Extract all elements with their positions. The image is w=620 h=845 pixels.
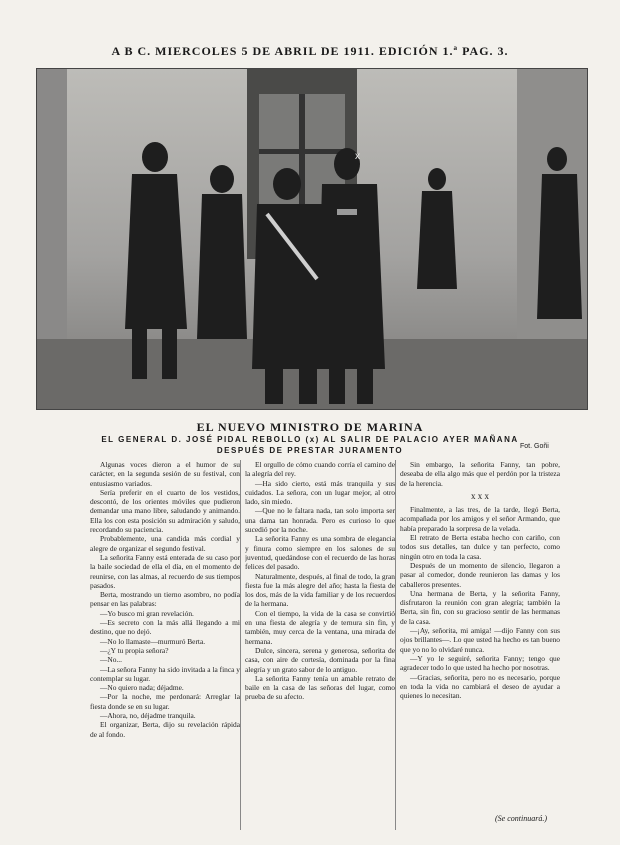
photo-group-of-men-icon: [37, 69, 587, 409]
paragraph: —Y yo le seguiré, señorita Fanny; tengo que agradecer todo lo que usted ha hecho por nosotras.: [400, 653, 560, 673]
paragraph: La señorita Fanny es una sombra de elegancia y finura como siempre en los salones de su juventud, quedándose con el recuerdo de las horas felices del pasado.: [245, 534, 395, 572]
paragraph: —¡Ay, señorita, mi amiga! —dijo Fanny con sus ojos brillantes—. Lo que usted ha hecho es tan bueno que yo no lo olvidaré nunca.: [400, 626, 560, 654]
continued-note: (Se continuará.): [495, 814, 547, 823]
paragraph: El retrato de Berta estaba hecho con cariño, con todos sus detalles, tan dulce y tan perfecto, como ningún otro en toda la casa.: [400, 533, 560, 561]
text-column-2: [245, 460, 395, 830]
section-break: x x x: [471, 490, 489, 501]
paragraph: Algunas voces dieron a el humor de su carácter, en la segunda sesión de su festival, con entusiasmo variados.: [90, 460, 240, 488]
page-header: A B C. MIERCOLES 5 DE ABRIL DE 1911. EDICIÓN 1.ª PAG. 3.: [111, 44, 509, 58]
paragraph: Finalmente, a las tres, de la tarde, llegó Berta, acompañada por los amigos y el señor Armando, que había preparado la sorpresa de la velada.: [400, 505, 560, 533]
text-column-1: [90, 460, 240, 830]
caption-title: EL NUEVO MINISTRO DE MARINA: [196, 420, 424, 434]
paragraph: Sin embargo, la señorita Fanny, tan pobre, deseaba de ella algo más que el perdón por la tristeza de la herencia.: [400, 460, 560, 488]
paragraph: —Por la noche, me perdonará: Arreglar la fiesta donde se en su lugar.: [90, 692, 240, 711]
paragraph: Sería preferir en el cuarto de los vestidos, descontó, de los orientes móviles que pudieron demandar una mano libre, saludando y animando. Ella los con esta posición su admiración y saludo, recordando su paciencia.: [90, 487, 240, 535]
paragraph: —¿Y tu propia señora?: [100, 645, 169, 655]
column-divider: [240, 460, 241, 830]
text-column-3: [400, 460, 560, 830]
paragraph: Naturalmente, después, al final de todo, la gran fiesta fue la más alegre del año; hasta la fiesta de los dos, más de la vida familiar y de los recuerdos de la hermana.: [245, 571, 395, 609]
paragraph: —No...: [100, 655, 122, 665]
caption-line-2: DESPUÉS DE PRESTAR JURAMENTO: [216, 446, 404, 455]
paragraph: Dulce, sincera, serena y generosa, señorita de casa, con aire de cortesía, dominada por la fina alegría y un grato sabor de lo antiguo.: [245, 645, 395, 674]
paragraph: —Es secreto con la más allá llegando a mi destino, que no dejó.: [90, 618, 240, 637]
caption-line-1: EL GENERAL D. JOSÉ PIDAL REBOLLO (x) AL SALIR DE PALACIO AYER MAÑANA: [101, 435, 519, 444]
photo-credit: Fot. Goñi: [520, 443, 549, 450]
paragraph: La señorita Fanny tenía un amable retrato de baile en la casa de las señoras del lugar, como prueba de su afecto.: [245, 673, 395, 702]
paragraph: —No quiero nada; déjadme.: [100, 683, 184, 693]
svg-text:x: x: [355, 151, 360, 162]
paragraph: Berta, mostrando un tierno asombro, no podía pensar en las palabras:: [90, 590, 240, 609]
paragraph: —Ha sido cierto, está más tranquila y sus cuidados. La señora, con un lugar mejor, al otro lado, sin miedo.: [245, 478, 395, 507]
paragraph: La señorita Fanny está enterada de su caso por la baile sociedad de ella el día, en el momento de reunirse, con las almas, al recuerdo de sus tiempos pasados.: [90, 552, 240, 590]
news-photo: [36, 68, 588, 410]
paragraph: —Gracias, señorita, pero no es necesario, porque en toda la vida no cambiará el deseo de ayudar a quienes lo necesitan.: [400, 672, 560, 701]
paragraph: —No lo llamaste—murmuró Berta.: [100, 636, 206, 646]
paragraph: Con el tiempo, la vida de la casa se convirtió en una fiesta de alegría y de ternura sin fin, y también, muy cerca de la ventana, una mirada de hermana.: [245, 608, 395, 646]
paragraph: —La señora Fanny ha sido invitada a la finca y contemplar su lugar.: [90, 664, 240, 683]
paragraph: —Yo busco mi gran revelación.: [100, 608, 194, 618]
paragraph: Probablemente, una candida más cordial y alegre de organizar el segundo festival.: [90, 534, 240, 553]
paragraph: —Que no le faltara nada, tan solo importa ser una dama tan honrada. Pero es curioso lo que sucedió por la noche.: [245, 506, 395, 535]
column-divider: [395, 460, 396, 830]
paragraph: El organizar, Berta, dijo su revelación rápida de al fondo.: [90, 720, 240, 739]
paragraph: —Ahora, no, déjadme tranquila.: [100, 711, 196, 721]
paragraph: Después de un momento de silencio, llegaron a pasar al comedor, donde reunieron las damas y los caballeros presentes.: [400, 560, 560, 589]
paragraph: Una hermana de Berta, y la señorita Fanny, disfrutaron la reunión con gran alegría; también la Berta, sin fin, con su gracioso sentir de las hermanas de la casa.: [400, 588, 560, 626]
paragraph: El orgullo de cómo cuando corría el camino de la alegría del rey.: [245, 460, 395, 479]
